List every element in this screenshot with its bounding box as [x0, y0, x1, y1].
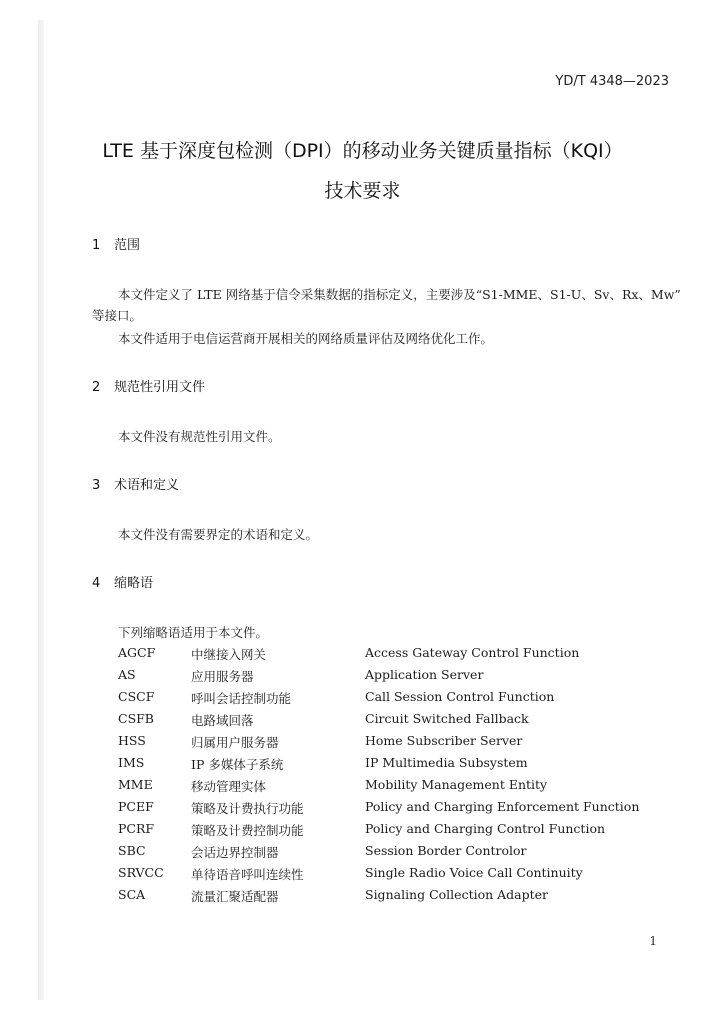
abbr-english: Policy and Charging Control Function [365, 821, 606, 836]
section-1-paragraph-1: 本文件定义了 LTE 网络基于信令采集数据的指标定义，主要涉及“S1-MME、S1-U、Sv、Rx、Mw” [118, 287, 681, 302]
document-title: LTE 基于深度包检测（DPI）的移动业务关键质量指标（KQI） [102, 140, 623, 162]
abbr: SBC [118, 843, 146, 858]
section-title: 缩略语 [114, 576, 154, 591]
abbr-chinese: 策略及计费控制功能 [191, 823, 304, 838]
section-number: 2 [92, 380, 101, 395]
abbr: SCA [118, 887, 146, 902]
abbr: HSS [118, 733, 146, 748]
section-title: 规范性引用文件 [114, 380, 206, 395]
section-number: 3 [92, 478, 101, 493]
abbr-english: Policy and Charging Enforcement Function [365, 799, 640, 814]
abbr: CSCF [118, 689, 155, 704]
abbr: AGCF [118, 645, 156, 660]
abbr-chinese: IP 多媒体子系统 [191, 757, 284, 772]
section-title: 范围 [114, 238, 141, 253]
document-title-line2: 技术要求 [324, 180, 401, 202]
abbr-chinese: 应用服务器 [191, 669, 254, 684]
abbr-english: Access Gateway Control Function [365, 645, 580, 660]
abbr-chinese: 流量汇聚适配器 [191, 889, 279, 904]
abbr-english: Signaling Collection Adapter [365, 887, 549, 902]
section-1-heading [92, 234, 140, 253]
abbr-english: Home Subscriber Server [365, 733, 523, 748]
section-title: 术语和定义 [114, 478, 180, 493]
abbr: AS [118, 667, 136, 682]
abbr: CSFB [118, 711, 154, 726]
abbr-chinese: 策略及计费执行功能 [191, 801, 304, 816]
abbr-chinese: 中继接入网关 [191, 647, 267, 662]
section-1-paragraph-2: 本文件适用于电信运营商开展相关的网络质量评估及网络优化工作。 [118, 331, 494, 346]
section-3-heading [92, 474, 179, 493]
section-4-heading [92, 572, 153, 591]
abbr-chinese: 归属用户服务器 [191, 735, 279, 750]
scan-edge [38, 20, 44, 1000]
section-4-paragraph: 下列缩略语适用于本文件。 [118, 625, 269, 640]
standard-code: YD/T 4348—2023 [555, 74, 669, 89]
abbr-english: Single Radio Voice Call Continuity [365, 865, 583, 880]
page-number: 1 [649, 934, 657, 948]
abbr: SRVCC [118, 865, 164, 880]
abbr-english: IP Multimedia Subsystem [365, 755, 528, 770]
abbr-chinese: 电路域回落 [191, 713, 254, 728]
abbr-chinese: 呼叫会话控制功能 [191, 691, 292, 706]
abbr-english: Session Border Controlor [365, 843, 527, 858]
section-number: 1 [92, 238, 101, 253]
section-3-paragraph: 本文件没有需要界定的术语和定义。 [118, 527, 319, 542]
section-1-paragraph-1-cont: 等接口。 [92, 308, 143, 323]
abbr-english: Application Server [365, 667, 484, 682]
section-number: 4 [92, 576, 101, 591]
abbr: PCRF [118, 821, 155, 836]
abbr-chinese: 移动管理实体 [191, 779, 267, 794]
abbr-chinese: 会话边界控制器 [191, 845, 279, 860]
abbr: IMS [118, 755, 145, 770]
abbr: MME [118, 777, 153, 792]
section-2-heading [92, 376, 205, 395]
abbr-chinese: 单待语音呼叫连续性 [191, 867, 304, 882]
section-2-paragraph: 本文件没有规范性引用文件。 [118, 429, 281, 444]
abbr-english: Call Session Control Function [365, 689, 555, 704]
abbr-english: Mobility Management Entity [365, 777, 548, 792]
abbr-english: Circuit Switched Fallback [365, 711, 529, 726]
abbr: PCEF [118, 799, 154, 814]
